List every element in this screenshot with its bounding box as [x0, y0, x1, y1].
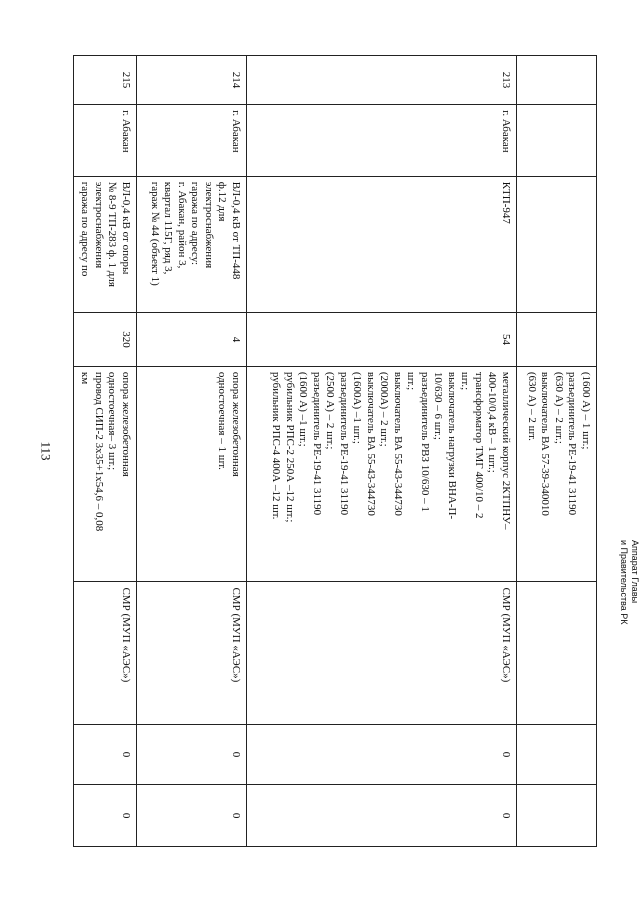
- cell-city: г. Абакан: [137, 105, 247, 177]
- equipment-line: разъединитель РЕ-19-41 31190: [566, 371, 579, 516]
- cell-qty: 320: [74, 313, 137, 367]
- cell-equipment: [247, 366, 517, 582]
- equipment-line: (2000А) – 2 шт.;: [378, 371, 391, 447]
- equipment-line: шт.;: [405, 371, 418, 391]
- equipment-line: шт.;: [459, 371, 472, 391]
- cell-work: [517, 582, 597, 724]
- cell-qty: 54: [247, 313, 517, 367]
- cell-value-1: 0: [247, 724, 517, 785]
- equipment-line: выключатель ВА 57-39-340010: [539, 371, 552, 516]
- cell-work: СМР (МУП «АЭС»): [74, 582, 137, 724]
- name-line: гаража по адресу по: [79, 181, 92, 277]
- equipment-line: опора железобетонная: [120, 371, 132, 477]
- cell-num: 214: [137, 56, 247, 105]
- cell-num: [517, 56, 597, 105]
- cell-city: г. Абакан: [74, 105, 137, 177]
- equipment-line: разъединитель РВЗ 10/630 – 1: [419, 371, 431, 512]
- stamp-line-2: и Правительства РК: [619, 540, 629, 625]
- equipment-line: (630 А) – 2 шт.;: [553, 371, 565, 444]
- name-line: электроснабжения: [93, 181, 105, 269]
- cell-value-1: 0: [137, 724, 247, 785]
- equipment-table: [73, 55, 597, 847]
- equipment-line: км: [79, 371, 92, 385]
- cell-num: 215: [74, 56, 137, 105]
- equipment-line: разъединитель РЕ-19-41 31190: [338, 371, 350, 516]
- equipment-line: выключатель ВА 55-43-344730: [392, 371, 404, 516]
- equipment-line: рубильник РПС-2 250А –12 шт.;: [284, 371, 296, 523]
- cell-city: г. Абакан: [247, 105, 517, 177]
- equipment-line: (1600 А) – 1 шт.;: [580, 371, 592, 450]
- table-container: [75, 55, 597, 847]
- table-row: [137, 56, 247, 847]
- equipment-line: трансформатор ТМГ 400/10 – 2: [473, 371, 485, 519]
- cell-value-1: [517, 724, 597, 785]
- cell-name: [137, 176, 247, 312]
- rotated-table-frame: [75, 55, 597, 847]
- stamp-line-1: Аппарат Главы: [630, 540, 640, 604]
- name-line: гараж № 44 (объект 1): [149, 181, 161, 286]
- equipment-line: (630 А) – 2 шт.: [526, 371, 538, 441]
- cell-value-1: 0: [74, 724, 137, 785]
- name-line: № 8-9 ТП-283 ф. 1 для: [106, 181, 119, 287]
- equipment-line: разъединитель РЕ-19-41 31190: [311, 371, 323, 516]
- table-row: [74, 56, 137, 847]
- name-line: ВЛ-0,4 кВ от ТП-448: [230, 181, 242, 280]
- cell-qty: [517, 313, 597, 367]
- table-row: [517, 56, 597, 847]
- approval-stamp: [600, 540, 640, 625]
- equipment-line: (1600 А) –1 шт.;: [297, 371, 310, 447]
- equipment-line: выключатель нагрузки ВНА-П-: [446, 371, 458, 520]
- cell-qty: 4: [137, 313, 247, 367]
- table-row: [247, 56, 517, 847]
- equipment-line: 10/630 – 6 шт.;: [432, 371, 445, 440]
- equipment-line: опора железобетонная: [230, 371, 242, 477]
- cell-name: КТП-947: [247, 176, 517, 312]
- name-line: гаража по адресу:: [189, 181, 202, 266]
- cell-value-2: 0: [137, 785, 247, 847]
- name-line: г. Абакан, район 3,: [176, 181, 188, 269]
- cell-value-2: [517, 785, 597, 847]
- cell-equipment: [517, 366, 597, 582]
- equipment-line: рубильник РПС-4 400А –12 шт.: [270, 371, 283, 520]
- equipment-line: (2500 А) – 2 шт.;: [324, 371, 337, 450]
- cell-num: 213: [247, 56, 517, 105]
- cell-equipment: [74, 366, 137, 582]
- cell-value-2: 0: [74, 785, 137, 847]
- cell-work: СМР (МУП «АЭС»): [247, 582, 517, 724]
- name-line: электроснабжения: [203, 181, 215, 269]
- name-line: квартал 115Г, ряд 3,: [162, 181, 175, 275]
- cell-name: [74, 176, 137, 312]
- equipment-line: (1600А) –1 шт.;: [351, 371, 364, 444]
- equipment-line: одностоечная – 1 шт.: [216, 371, 229, 470]
- name-line: ф.12 для: [216, 181, 229, 222]
- equipment-line: провод СИП-2 3х35+1х54,6 – 0,08: [93, 371, 105, 532]
- cell-name: [517, 176, 597, 312]
- cell-city: [517, 105, 597, 177]
- cell-value-2: 0: [247, 785, 517, 847]
- equipment-line: металлический корпус 2КТПНУ–: [500, 371, 512, 530]
- name-line: ВЛ-0,4 кВ от опоры: [120, 181, 132, 275]
- equipment-line: одностоечная– 3 шт.;: [106, 371, 119, 471]
- equipment-line: выключатель ВА 55-43-344730: [365, 371, 377, 516]
- cell-equipment: [137, 366, 247, 582]
- equipment-line: 400-10/0,4 кВ – 1 шт.;: [486, 371, 499, 473]
- page-number: 113: [38, 441, 54, 461]
- cell-work: СМР (МУП «АЭС»): [137, 582, 247, 724]
